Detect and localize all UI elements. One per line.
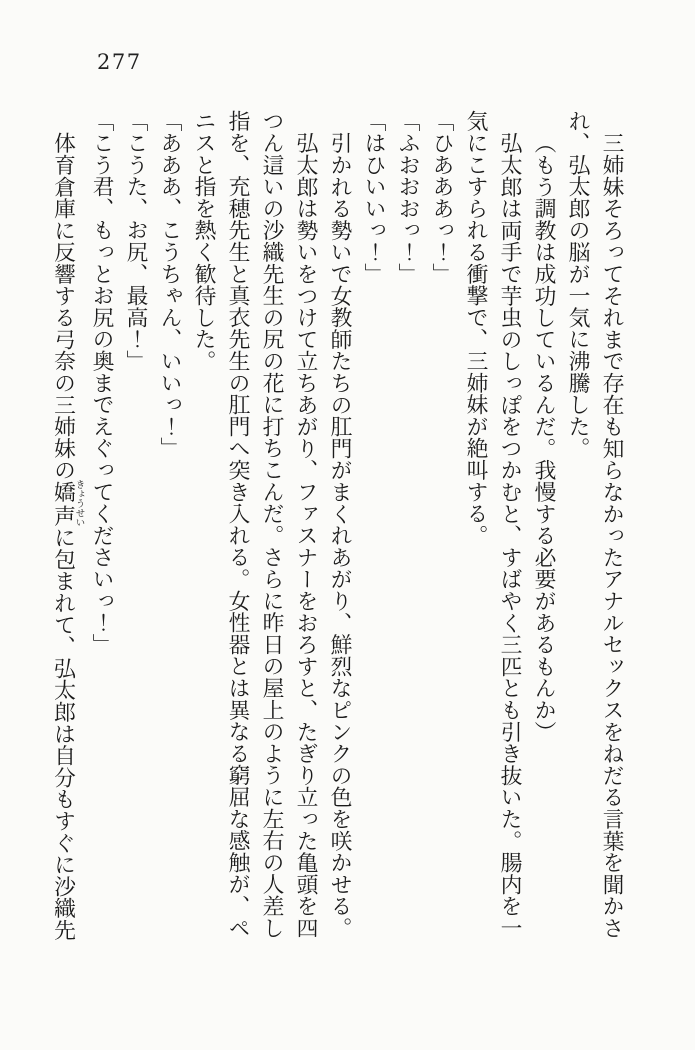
paragraph-inner-thought: （もう調教は成功しているんだ。我慢する必要があるもんか） xyxy=(531,131,556,743)
text-segment: 体育倉庫に反響する弓奈の三姉妹の xyxy=(50,131,76,481)
paragraph-dialogue: 「こうた、お尻、最高！」 xyxy=(123,110,148,372)
ruby-furigana: きょうせい xyxy=(73,479,85,528)
paragraph-dialogue: 「ひあああっ！」 xyxy=(429,110,454,285)
paragraph: 三姉妹そろってそれまで存在も知らなかったアナルセックスをねだる言葉を聞かされ、弘太郎の脳が一気に沸騰した。 xyxy=(565,110,624,939)
paragraph-dialogue: 「ふおおおっ！」 xyxy=(395,110,420,285)
text-segment: に包まれて、弘太郎は自分もすぐに沙織先 xyxy=(50,526,76,941)
paragraph-dialogue: 「はひいいっ！」 xyxy=(361,110,386,285)
paragraph: 弘太郎は勢いをつけて立ちあがり、ファスナーをおろすと、たぎり立った亀頭を四つん這いの沙織先生の尻の花に打ちこんだ。さらに昨日の屋上のように左右の人差し指を、充穂先生と真衣先生の肛門へ突き入れる。女性器とは異なる窮屈な感触が、ペニスと指を熱く歓待した。 xyxy=(191,110,318,939)
paragraph xyxy=(46,110,85,948)
page-number: 277 xyxy=(97,50,142,74)
paragraph-dialogue: 「あああ、こうちゃん、いいっ！」 xyxy=(157,110,182,459)
paragraph: 弘太郎は両手で芋虫のしっぽをつかむと、すばやく三匹とも引き抜いた。腸内を一気にこすられる衝撃で、三姉妹が絶叫する。 xyxy=(463,110,522,939)
ruby-annotated-word xyxy=(50,479,85,528)
body-text xyxy=(46,110,629,948)
paragraph-dialogue: 「こう君、もっとお尻の奥までえぐってくださいっ！」 xyxy=(89,110,114,655)
ruby-base: 嬌声 xyxy=(50,479,76,528)
paragraph: 引かれる勢いで女教師たちの肛門がまくれあがり、鮮烈なピンクの色を咲かせる。 xyxy=(327,131,352,939)
